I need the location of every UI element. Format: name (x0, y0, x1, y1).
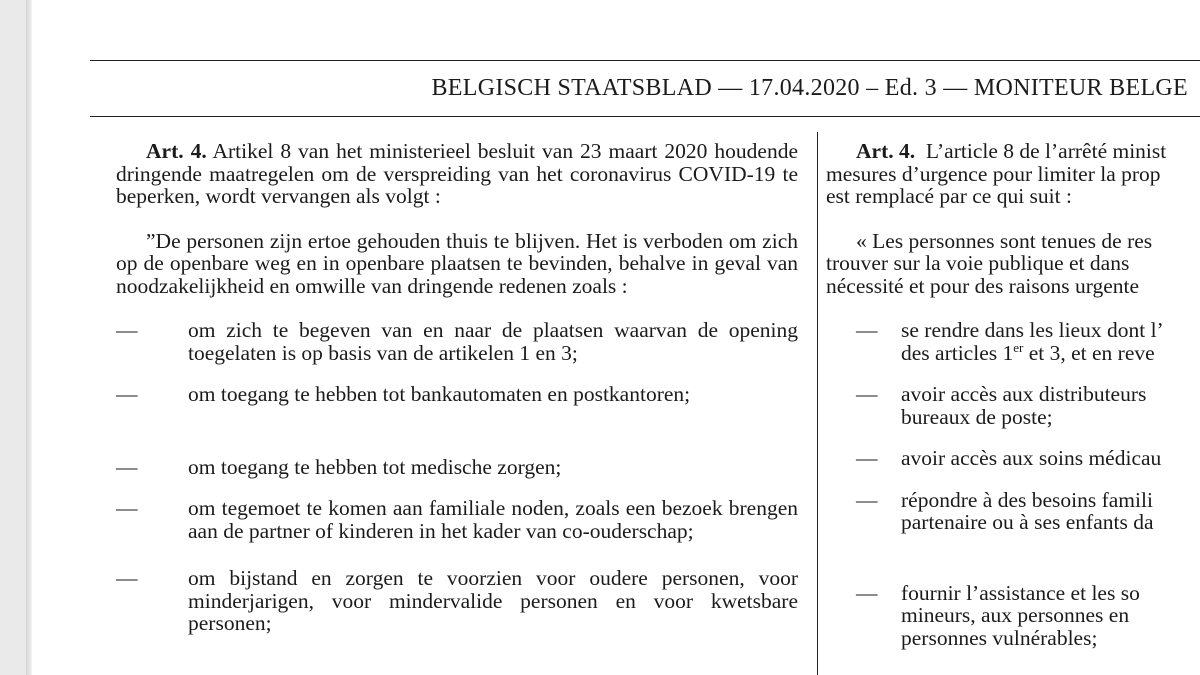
dash-bullet: — (116, 496, 138, 520)
list-item-text: om toegang te hebben tot bankautomaten en postkantoren; (188, 382, 691, 406)
fr-item1-line1: se rendre dans les lieux dont l’ (901, 318, 1164, 342)
list-item-nl-5 (116, 567, 798, 635)
list-item-text: om tegemoet te komen aan familiale noden, zoals een bezoek brengen aan de partner of kinderen in het kader van co-ouderschap; (188, 496, 798, 543)
fr-item5-line3: personnes vulnérables; (901, 625, 1098, 650)
dutch-column (116, 140, 798, 635)
dash-bullet: — (116, 454, 138, 479)
list-item-fr-3 (826, 447, 1200, 470)
fr-item5-line2: mineurs, aux personnes en (901, 603, 1130, 627)
dash-bullet: — (856, 382, 878, 406)
fr-quote-line2: trouver sur la voie publique et dans (826, 251, 1130, 275)
fr-item2-line2: bureaux de poste; (901, 404, 1053, 429)
list-item-fr-4 (826, 489, 1200, 534)
list-item-fr-1 (826, 319, 1200, 364)
fr-item1-line2-post: et 3, et en reve (1023, 340, 1155, 365)
fr-intro-line3: est remplacé par ce qui suit : (826, 184, 1072, 208)
column-divider (817, 132, 818, 675)
dash-bullet: — (856, 318, 878, 342)
article-intro-rest-nl: houdende dringende maatregelen om de verspreiding van het coronavirus COVID-19 te beperken, wordt vervangen als volgt : (116, 139, 798, 208)
gazette-page (32, 0, 1200, 675)
article-4-intro-nl (116, 140, 798, 208)
dash-bullet: — (856, 487, 878, 512)
superscript-er: er (1013, 339, 1024, 355)
page-header-title: BELGISCH STAATSBLAD — 17.04.2020 – Ed. 3 — MONITEUR BELGE (431, 75, 1188, 101)
dash-bullet: — (856, 580, 878, 605)
article-4-intro-fr (826, 140, 1200, 163)
fr-item3-line1: avoir accès aux soins médicau (901, 446, 1162, 470)
article-label-nl: Art. 4. (146, 139, 207, 163)
article-label-fr: Art. 4. (856, 139, 916, 163)
fr-item4-line1: répondre à des besoins famili (901, 487, 1153, 512)
list-item-nl-3 (116, 456, 798, 479)
article-intro-line1-nl: Artikel 8 van het ministerieel besluit van 23 maart 2020 (212, 139, 708, 163)
list-item-text: om toegang te hebben tot medische zorgen; (188, 454, 562, 479)
fr-item1-line2 (901, 339, 1200, 365)
dash-bullet: — (116, 566, 138, 590)
fr-quote-line1: « Les personnes sont tenues de res (856, 228, 1153, 253)
dash-bullet: — (116, 318, 138, 342)
dash-bullet: — (116, 382, 138, 406)
fr-intro-line1: L’article 8 de l’arrêté minist (925, 139, 1167, 163)
fr-item4-line2: partenaire ou à ses enfants da (901, 510, 1154, 534)
header-rule (90, 116, 1200, 117)
list-item-fr-5 (826, 582, 1200, 650)
fr-intro-line2: mesures d’urgence pour limiter la prop (826, 161, 1161, 186)
list-item-nl-1 (116, 319, 798, 364)
list-item-nl-4 (116, 497, 798, 542)
list-item-fr-2 (826, 383, 1200, 428)
top-rule (90, 60, 1200, 61)
dash-bullet: — (856, 446, 878, 470)
fr-quote-line3: nécessité et pour des raisons urgente (826, 273, 1140, 298)
fr-item5-line1: fournir l’assistance et les so (901, 580, 1140, 605)
fr-item1-line2-pre: des articles 1 (901, 340, 1014, 365)
fr-item2-line1: avoir accès aux distributeurs (901, 382, 1147, 406)
quote-paragraph-nl: ”De personen zijn ertoe gehouden thuis te blijven. Het is verboden om zich op de openbare weg en in openbare plaatsen te bevinden, behalve in geval van noodzakelijkheid en omwille van dringende redenen zoals : (116, 228, 798, 298)
list-item-nl-2 (116, 383, 798, 406)
list-item-text: om zich te begeven van en naar de plaatsen waarvan de opening toegelaten is op basis van de artikelen 1 en 3; (188, 318, 798, 365)
list-item-text: om bijstand en zorgen te voorzien voor oudere personen, voor minderjarigen, voor mindervalide personen en voor kwetsbare personen; (188, 566, 798, 635)
french-column (826, 140, 1200, 649)
